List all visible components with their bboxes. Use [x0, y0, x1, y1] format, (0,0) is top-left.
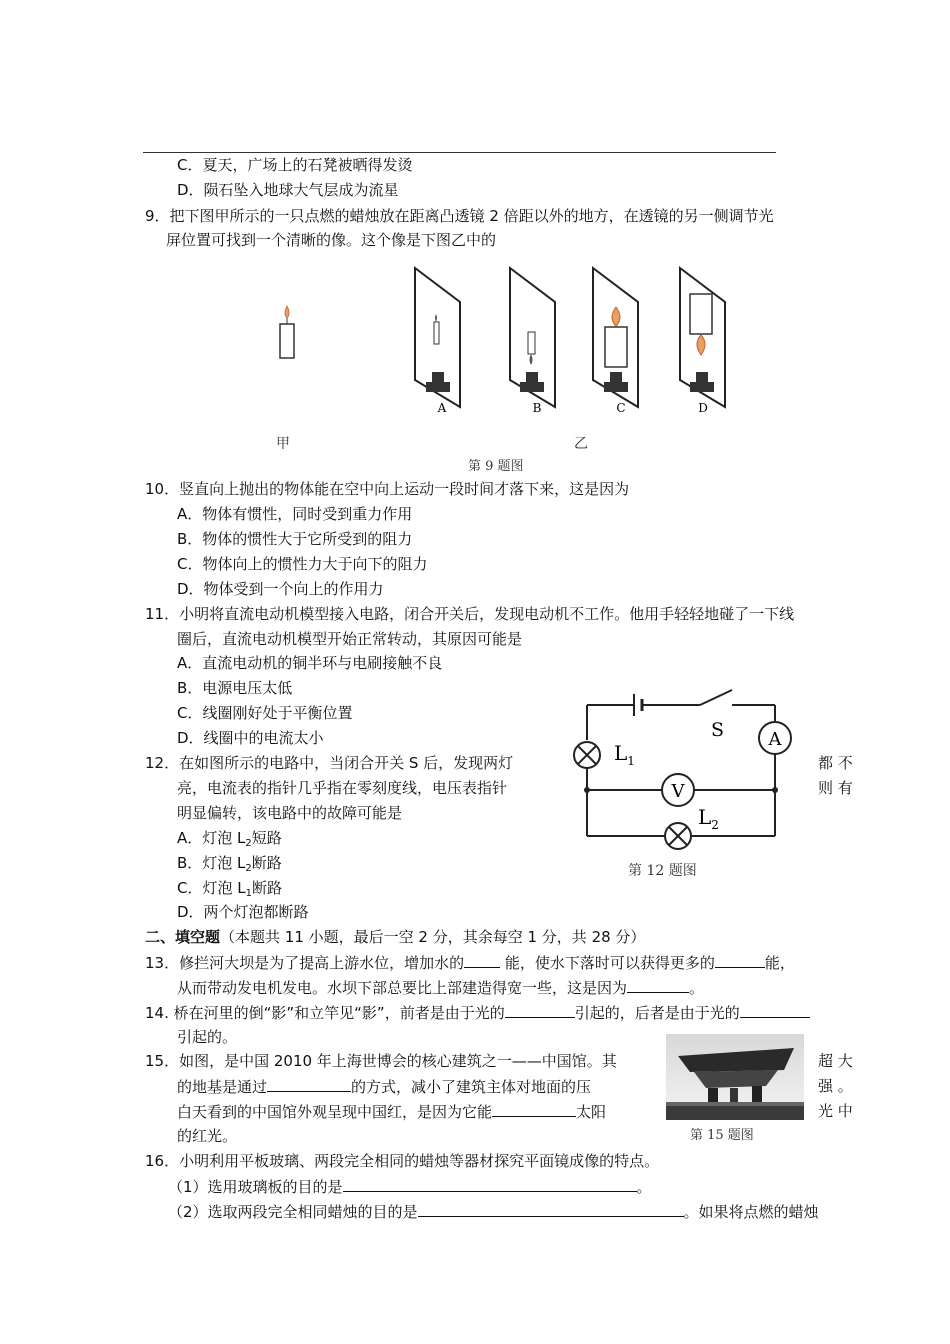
candle-jia-icon: [280, 306, 294, 358]
l1-label: L: [614, 741, 628, 765]
l1-sub: 1: [627, 754, 635, 768]
q10-stem: 10．竖直向上抛出的物体能在空中向上运动一段时间才落下来，这是因为: [145, 480, 630, 498]
q13-blank-3[interactable]: [627, 976, 689, 993]
q13-line1: 13．修拦河大坝是为了提高上游水位，增加水的 能，使水下落时可以获得更多的 能，: [145, 951, 795, 974]
q14-blank-2[interactable]: [740, 1001, 810, 1018]
q15-line1: 15．如图，是中国 2010 年上海世博会的核心建筑之一——中国馆。其: [145, 1052, 617, 1070]
q14-line2: 引起的。: [177, 1028, 238, 1046]
q12-stem-line3: 明显偏转，该电路中的故障可能是: [177, 804, 403, 822]
q13-blank-1[interactable]: [464, 951, 500, 968]
q12-option-b[interactable]: B．灯泡 $L_2$断路: [177, 854, 282, 874]
q15-line1-end: 超 大: [818, 1052, 853, 1070]
svg-text:L1: [614, 741, 635, 768]
q9-caption: 第 9 题图: [468, 459, 524, 474]
l2-label: L: [698, 805, 712, 829]
q12-stem-line1: 12．在如图所示的电路中，当闭合开关 S 后，发现两灯: [145, 754, 514, 772]
l2-sub: 2: [711, 818, 719, 832]
q10-option-d[interactable]: D．物体受到一个向上的作用力: [177, 580, 384, 598]
q12-caption: 第 12 题图: [628, 863, 697, 879]
q15-line3: 白天看到的中国馆外观呈现中国红，是因为它能 太阳: [177, 1100, 606, 1123]
q9-stem-line2: 屏位置可找到一个清晰的像。这个像是下图乙中的: [166, 231, 497, 249]
q15-line4: 的红光。: [177, 1127, 238, 1145]
q15-line2: 的地基是通过 的方式，减小了建筑主体对地面的压: [177, 1075, 591, 1098]
q8-option-c[interactable]: C．夏天，广场上的石凳被晒得发烫: [177, 156, 413, 174]
q10-option-a[interactable]: A．物体有惯性，同时受到重力作用: [177, 505, 413, 523]
q14-blank-1[interactable]: [505, 1001, 575, 1018]
q14-line1: 14. 桥在河里的倒“影”和立竿见“影”，前者是由于光的 引起的，后者是由于光的: [145, 1001, 810, 1024]
choice-c-screen-icon: [593, 268, 638, 407]
q10-option-c[interactable]: C．物体向上的惯性力大于向下的阻力: [177, 555, 428, 573]
q16-part2: （2）选取两段完全相同蜡烛的目的是 。如果将点燃的蜡烛: [168, 1200, 819, 1223]
q9-stem-line1: 9．把下图甲所示的一只点燃的蜡烛放在距离凸透镜 2 倍距以外的地方，在透镜的另一侧调节光: [145, 207, 774, 225]
switch-label: S: [711, 719, 725, 741]
choice-d-screen-icon: [680, 268, 725, 407]
q15-blank-2[interactable]: [492, 1100, 576, 1117]
fig-jia-label: 甲: [276, 436, 290, 452]
q13-line2: 从而带动发电机发电。水坝下部总要比上部建造得宽一些，这是因为 。: [177, 976, 704, 999]
q12-stem-line1-end: 都 不: [818, 754, 853, 772]
q12-option-d[interactable]: D．两个灯泡都断路: [177, 903, 309, 921]
q15-line3-end: 光 中: [818, 1102, 853, 1120]
section-2-heading: 二、填空题（本题共 11 小题，最后一空 2 分，其余每空 1 分，共 28 分）: [145, 928, 646, 946]
choice-a-screen-icon: [415, 268, 460, 407]
q11-stem-line2: 圈后，直流电动机模型开始正常转动，其原因可能是: [177, 630, 523, 648]
q8-option-d[interactable]: D．陨石坠入地球大气层成为流星: [177, 181, 399, 199]
voltmeter-label: V: [671, 781, 685, 802]
svg-text:L2: [698, 805, 719, 832]
q11-option-a[interactable]: A．直流电动机的铜半环与电刷接触不良: [177, 654, 443, 672]
choice-c-label: C: [616, 401, 626, 415]
header-rule: [143, 152, 776, 153]
q12-stem-line2: 亮，电流表的指针几乎指在零刻度线，电压表指针: [177, 779, 508, 797]
q13-blank-2[interactable]: [715, 951, 765, 968]
q12-stem-line2-end: 则 有: [818, 779, 853, 797]
q12-circuit-figure: [570, 678, 810, 886]
q15-blank-1[interactable]: [267, 1075, 351, 1092]
q10-option-b[interactable]: B．物体的惯性大于它所受到的阻力: [177, 530, 413, 548]
choice-d-label: D: [698, 401, 708, 415]
q11-stem-line1: 11．小明将直流电动机模型接入电路，闭合开关后，发现电动机不工作。他用手轻轻地碰了一下线: [145, 605, 795, 623]
q16-stem: 16．小明利用平板玻璃、两段完全相同的蜡烛等器材探究平面镜成像的特点。: [145, 1152, 660, 1170]
fig-yi-label: 乙: [574, 436, 588, 452]
q12-option-c[interactable]: C．灯泡 $L_1$断路: [177, 879, 282, 899]
choice-a-label: A: [437, 401, 447, 415]
choice-b-label: B: [532, 401, 542, 415]
q11-option-b[interactable]: B．电源电压太低: [177, 679, 293, 697]
q16-blank-1[interactable]: [343, 1175, 637, 1192]
q11-option-d[interactable]: D．线圈中的电流太小: [177, 729, 324, 747]
q12-option-a[interactable]: A．灯泡 $L_2$短路: [177, 829, 282, 849]
q9-figure: [260, 262, 760, 474]
ammeter-label: A: [768, 729, 782, 750]
q15-china-pavilion-photo: [666, 1034, 804, 1120]
choice-b-screen-icon: [510, 268, 555, 407]
q16-part1: （1）选用玻璃板的目的是 。: [168, 1175, 652, 1198]
q15-caption: 第 15 题图: [690, 1128, 754, 1143]
q16-blank-2[interactable]: [418, 1200, 684, 1217]
q15-line2-end: 强 。: [818, 1077, 853, 1095]
q11-option-c[interactable]: C．线圈刚好处于平衡位置: [177, 704, 353, 722]
